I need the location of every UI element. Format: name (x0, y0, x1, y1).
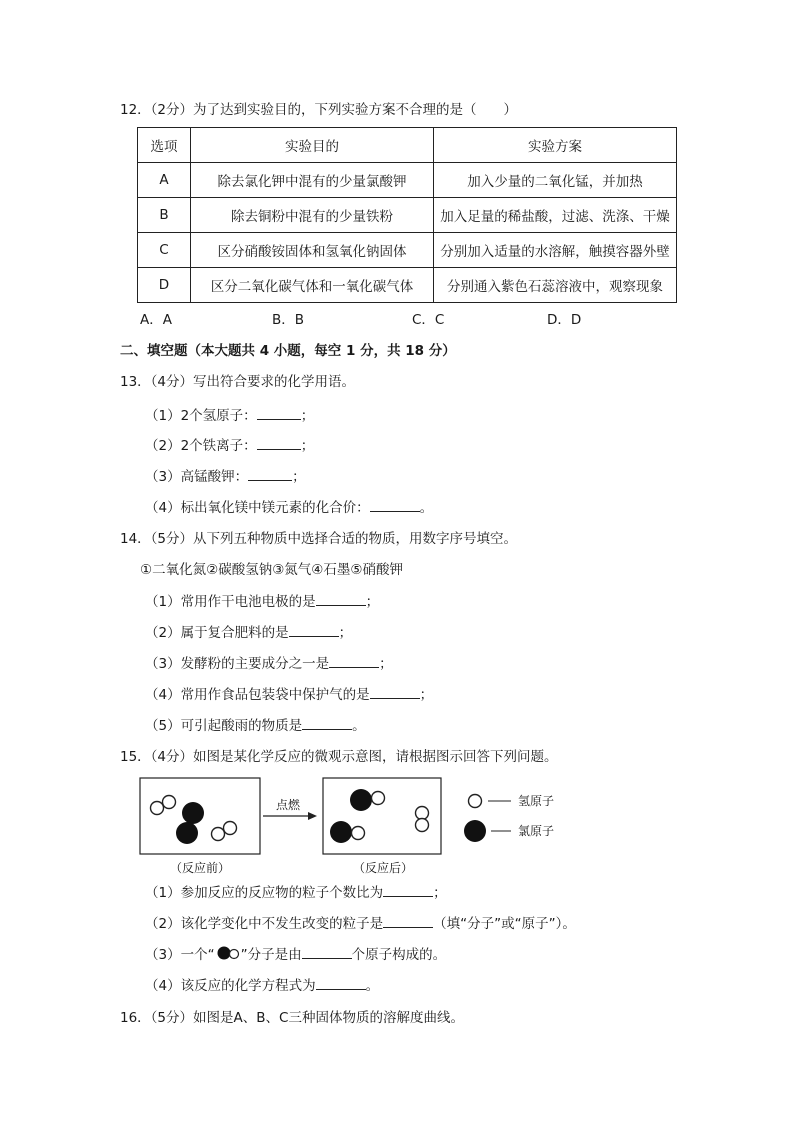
q12-stem: 12．（2分）为了达到实验目的，下列实验方案不合理的是（ ） (120, 102, 518, 118)
q13-item-4: （4）标出氧化镁中镁元素的化合价： 。 (145, 497, 433, 518)
q14-item-4: （4）常用作食品包装袋中保护气的是 ； (145, 684, 433, 705)
legend-h-icon (469, 795, 482, 808)
row-option: B (138, 198, 191, 233)
reaction-diagram (135, 775, 595, 880)
table-row (138, 268, 677, 303)
q15-item-3: （3）一个“ ”分子是由 个原子构成的。 (145, 944, 446, 965)
q13-item-3: （3）高锰酸钾： ； (145, 466, 306, 487)
row-goal: 区分二氧化碳气体和一氧化碳气体 (191, 268, 434, 303)
arrow-label: 点燃 (275, 798, 301, 812)
q15-item-4: （4）该反应的化学方程式为 。 (145, 975, 379, 996)
row-option: C (138, 233, 191, 268)
row-goal: 除去氯化钾中混有的少量氯酸钾 (191, 163, 434, 198)
answer-d: D．D (547, 312, 582, 328)
h-atom (163, 796, 176, 809)
section-title: 二、填空题（本大题共 4 小题，每空 1 分，共 18 分） (120, 343, 456, 359)
q15-stem: 15．（4分）如图是某化学反应的微观示意图，请根据图示回答下列问题。 (120, 749, 558, 765)
cl-atom (176, 822, 198, 844)
q15-item-1: （1）参加反应的反应物的粒子个数比为 ； (145, 882, 447, 903)
table-header-row (138, 128, 677, 163)
q14-item-5: （5）可引起酸雨的物质是 。 (145, 715, 366, 736)
row-plan: 加入足量的稀盐酸，过滤、洗涤、干燥 (434, 198, 677, 233)
h-atom (372, 792, 385, 805)
q14-item-1: （1）常用作干电池电极的是 ； (145, 591, 379, 612)
q16-stem: 16．（5分）如图是A、B、C三种固体物质的溶解度曲线。 (120, 1010, 464, 1026)
header-option: 选项 (138, 128, 191, 163)
answer-c: C．C (412, 312, 445, 328)
q15-item-2: （2）该化学变化中不发生改变的粒子是 （填“分子”或“原子”）。 (145, 913, 576, 934)
row-plan: 加入少量的二氧化锰，并加热 (434, 163, 677, 198)
table-row (138, 163, 677, 198)
row-option: A (138, 163, 191, 198)
q13-item-2: （2）2个铁离子： ； (145, 435, 314, 456)
h-atom (151, 802, 164, 815)
cl-atom (182, 802, 204, 824)
row-goal: 区分硝酸铵固体和氢氧化钠固体 (191, 233, 434, 268)
q14-stem: 14．（5分）从下列五种物质中选择合适的物质，用数字序号填空。 (120, 531, 518, 547)
legend-cl-icon (464, 820, 486, 842)
answer-a: A．A (140, 312, 172, 328)
h-atom (224, 822, 237, 835)
table-row (138, 198, 677, 233)
arrow-head (308, 812, 317, 820)
legend-h-label: 氢原子 (518, 794, 555, 808)
table-row (138, 233, 677, 268)
h-atom (416, 819, 429, 832)
header-goal: 实验目的 (191, 128, 434, 163)
options-table (137, 127, 677, 303)
header-plan: 实验方案 (434, 128, 677, 163)
q14-item-2: （2）属于复合肥料的是 ； (145, 622, 352, 643)
q13-stem: 13．（4分）写出符合要求的化学用语。 (120, 374, 356, 390)
h-atom (212, 828, 225, 841)
q14-substance-list: ①二氧化氮②碳酸氢钠③氮气④石墨⑤硝酸钾 (140, 562, 404, 578)
answer-b: B．B (272, 312, 305, 328)
legend-cl-label: 氯原子 (518, 824, 555, 838)
row-goal: 除去铜粉中混有的少量铁粉 (191, 198, 434, 233)
row-plan: 分别通入紫色石蕊溶液中，观察现象 (434, 268, 677, 303)
row-plan: 分别加入适量的水溶解，触摸容器外壁 (434, 233, 677, 268)
q14-item-3: （3）发酵粉的主要成分之一是 ； (145, 653, 393, 674)
cl-atom (330, 821, 352, 843)
hcl-molecule-icon (215, 946, 241, 960)
h-atom (416, 807, 429, 820)
before-label: （反应前） (169, 861, 231, 875)
after-label: （反应后） (352, 861, 414, 875)
q13-item-1: （1）2个氢原子： ； (145, 405, 314, 426)
cl-atom (350, 789, 372, 811)
row-option: D (138, 268, 191, 303)
h-atom (352, 827, 365, 840)
